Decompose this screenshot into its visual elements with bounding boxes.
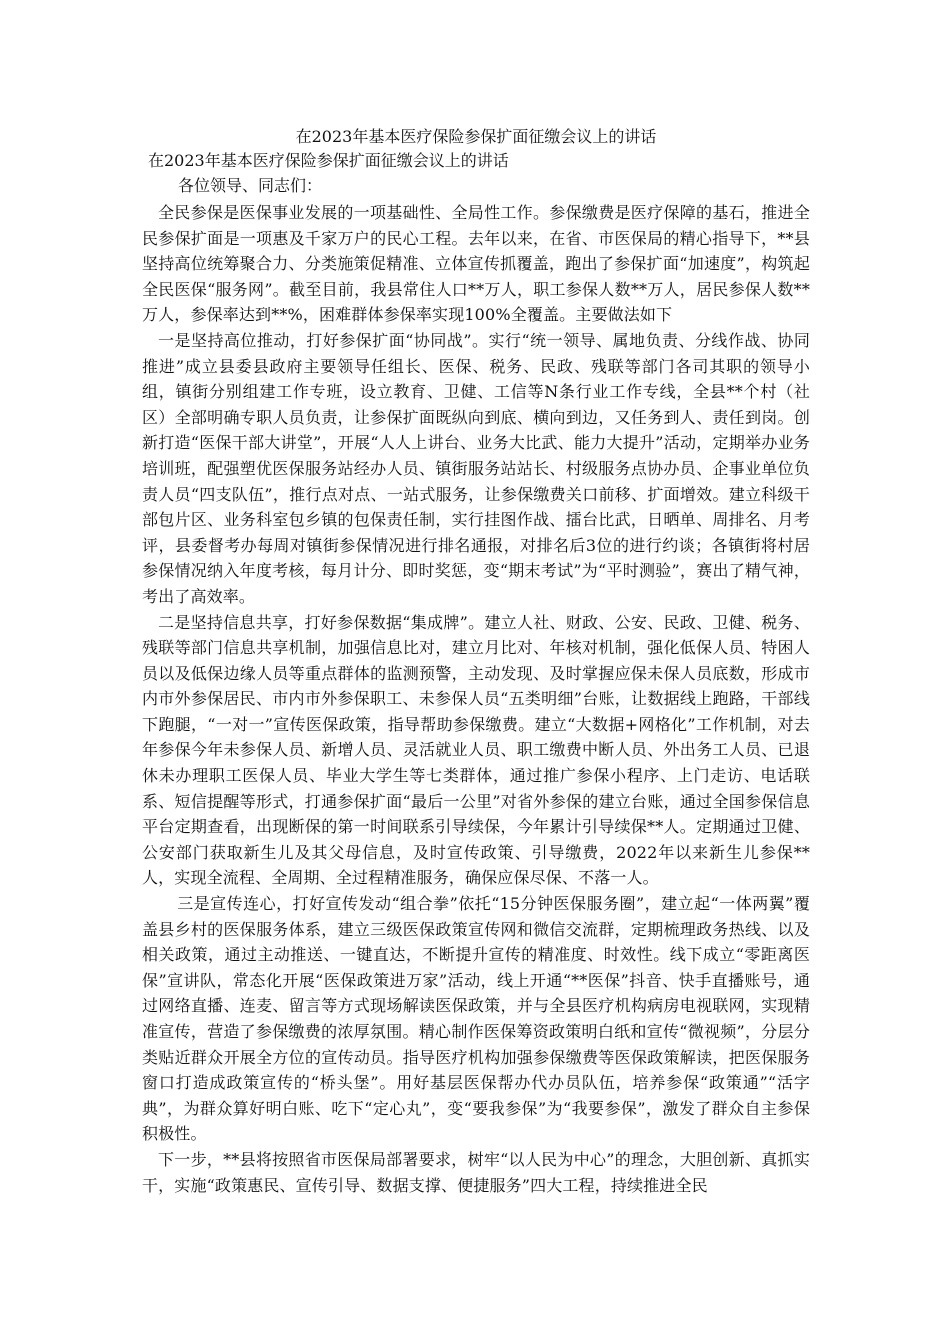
paragraph-4: 下一步，**县将按照省市医保局部署要求，树牢“以人民为中心”的理念，大胆创新、真抓实干，实施“政策惠民、宣传引导、数据支撑、便捷服务”四大工程，持续推进全民 — [142, 1149, 810, 1195]
paragraph-2: 二是坚持信息共享，打好参保数据“集成牌”。建立人社、财政、公安、民政、卫健、税务、残联等部门信息共享机制，加强信息比对，建立月比对、年核对机制，强化低保人员、特困人员以及低保边缘人员等重点群体的监测预警，主动发现、及时掌握应保未保人员底数，形成市内市外参保居民、市内市外参保职工、未参保人员“五类明细”台账，让数据线上跑路，干部线下跑腿，“一对一”宣传医保政策，指导帮助参保缴费。建立“大数据+网格化”工作机制，对去年参保今年未参保人员、新增人员、灵活就业人员、职工缴费中断人员、外出务工人员、已退休未办理职工医保人员、毕业大学生等七类群体，通过推广参保小程序、上门走访、电话联系、短信提醒等形式，打通参保扩面“最后一公里”对省外参保的建立台账，通过全国参保信息平台定期查看，出现断保的第一时间联系引导续保，今年累计引导续保**人。定期通过卫健、公安部门获取新生儿及其父母信息，及时宣传政策、引导缴费，2022年以来新生儿参保**人，实现全流程、全周期、全过程精准服务，确保应保尽保、不落一人。 — [142, 612, 810, 888]
paragraph-intro: 全民参保是医保事业发展的一项基础性、全局性工作。参保缴费是医疗保障的基石，推进全民参保扩面是一项惠及千家万户的民心工程。去年以来，在省、市医保局的精心指导下，**县坚持高位统筹聚合力、分类施策促精准、立体宣传抓覆盖，跑出了参保扩面“加速度”，构筑起全民医保“服务网”。截至目前，我县常住人口**万人，职工参保人数**万人，居民参保人数**万人，参保率达到**%，困难群体参保率实现100%全覆盖。主要做法如下 — [142, 203, 810, 325]
paragraph-3: 三是宣传连心，打好宣传发动“组合拳”依托“15分钟医保服务圈”，建立起“一体两翼”覆盖县乡村的医保服务体系，建立三级医保政策宣传网和微信交流群，定期梳理政务热线、以及相关政策，通过主动推送、一键直达，不断提升宣传的精准度、时效性。线下成立“零距离医保”宣讲队，常态化开展“医保政策进万家”活动，线上开通“**医保”抖音、快手直播账号，通过网络直播、连麦、留言等方式现场解读医保政策，并与全县医疗机构病房电视联网，实现精准宣传，营造了参保缴费的浓厚氛围。精心制作医保筹资政策明白纸和宣传“微视频”，分层分类贴近群众开展全方位的宣传动员。指导医疗机构加强参保缴费等医保政策解读，把医保服务窗口打造成政策宣传的“桥头堡”。用好基层医保帮办代办员队伍，培养参保“政策通”“活字典”，为群众算好明白账、吃下“定心丸”，变“要我参保”为“我要参保”，激发了群众自主参保积极性。 — [142, 894, 810, 1144]
salutation: 各位领导、同志们： — [178, 176, 323, 195]
paragraph-1: 一是坚持高位推动，打好参保扩面“协同战”。实行“统一领导、属地负责、分线作战、协同推进”成立县委县政府主要领导任组长、医保、税务、民政、残联等部门各司其职的领导小组，镇街分别组建工作专班，设立教育、卫健、工信等N条行业工作专线，全县**个村（社区）全部明确专职人员负责，让参保扩面既纵向到底、横向到边，又任务到人、责任到岗。创新打造“医保干部大讲堂”，开展“人人上讲台、业务大比武、能力大提升”活动，定期举办业务培训班，配强塑优医保服务站经办人员、镇街服务站站长、村级服务点协办员、企事业单位负责人员“四支队伍”，推行点对点、一站式服务，让参保缴费关口前移、扩面增效。建立科级干部包片区、业务科室包乡镇的包保责任制，实行挂图作战、擂台比武，日晒单、周排名、月考评，县委督考办每周对镇街参保情况进行排名通报，对排名后3位的进行约谈；各镇街将村居参保情况纳入年度考核，每月计分、即时奖惩，变“期末考试”为“平时测验”，赛出了精气神，考出了高效率。 — [142, 330, 810, 606]
document-title: 在2023年基本医疗保险参保扩面征缴会议上的讲话 — [295, 127, 657, 146]
document-page — [142, 125, 810, 1198]
document-subtitle: 在2023年基本医疗保险参保扩面征缴会议上的讲话 — [148, 151, 509, 170]
